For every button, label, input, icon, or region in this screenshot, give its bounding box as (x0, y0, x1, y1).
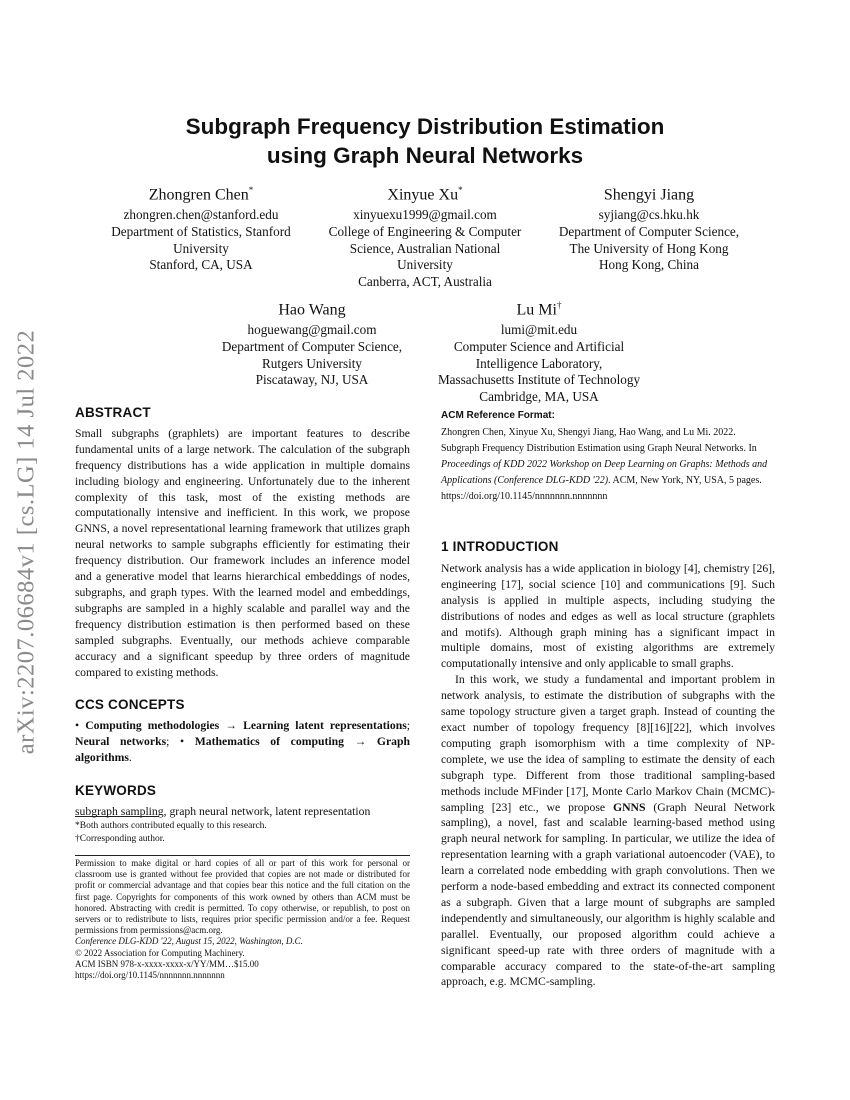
intro-paragraph-1: Network analysis has a wide application in biology [4], chemistry [26], engineering [17], social science [10] and communications [9]. Such analysis is applied in multiple aspects, including studying the distributions of nodes and edges as well as local structure (graphlets and motifs). Although graph mining has a significant impact in multiple domains, most of existing algorithms are extremely computationally intensive and only applicable to small graphs. (441, 561, 775, 671)
ccs-heading: CCS CONCEPTS (75, 697, 185, 713)
author-affiliation: Department of Statistics, Stanford (111, 223, 291, 239)
author-email[interactable]: syjiang@cs.hku.hk (598, 207, 700, 223)
author-name: Shengyi Jiang (603, 186, 695, 204)
author-affiliation: University (173, 240, 229, 256)
author-name: Xinyue Xu* (387, 185, 463, 204)
author-affiliation: The University of Hong Kong (569, 240, 729, 256)
author-affiliation: Cambridge, MA, USA (479, 388, 599, 404)
paper-title (0, 112, 850, 170)
intro-heading: 1 INTRODUCTION (441, 539, 559, 554)
author-block (538, 180, 760, 274)
abstract-text: Small subgraphs (graphlets) are important features to describe fundamental units of a large network. The calculation of the subgraph frequency distributions has a wide application in multiple domains including biology and engineering. Unfortunately due to the inherent complexity of this task, most of the existing methods are computationally intensive and inefficient. In this work, we propose GNNS, a novel representational learning framework that utilizes graph neural networks to sample subgraphs efficiently for estimating their frequency distribution. Our framework includes an inference model and a generative model that learns hierarchical embeddings of nodes, subgraphs, and graph types. With the learned model and embeddings, subgraphs are sampled in a highly scalable and parallel way and the frequency distribution estimation is then performed based on these sampled subgraphs. Eventually, our methods achieve comparable accuracy and a significant speedup by three orders of magnitude compared to existing methods. (75, 426, 410, 679)
author-affiliation: Canberra, ACT, Australia (358, 273, 492, 289)
title-line-1: Subgraph Frequency Distribution Estimation (185, 114, 665, 139)
author-affiliation: Piscataway, NJ, USA (255, 372, 369, 388)
author-affiliation: Department of Computer Science, (558, 223, 740, 239)
author-name: Zhongren Chen* (148, 185, 254, 204)
author-email[interactable]: zhongren.chen@stanford.edu (123, 207, 279, 223)
author-affiliation: Intelligence Laboratory, (475, 355, 603, 371)
doi-line[interactable]: https://doi.org/10.1145/nnnnnnn.nnnnnnn (75, 970, 225, 981)
author-affiliation: University (397, 257, 453, 273)
footnote: †Corresponding author. (75, 833, 165, 844)
acm-reference (441, 408, 775, 504)
author-affiliation: Rutgers University (262, 355, 362, 371)
abstract-heading: ABSTRACT (75, 405, 151, 420)
author-affiliation: Massachusetts Institute of Technology (437, 372, 641, 388)
author-block (312, 180, 538, 290)
author-name: Hao Wang (278, 301, 346, 319)
author-affiliation: Stanford, CA, USA (149, 257, 253, 273)
acm-ref-heading: ACM Reference Format: (441, 410, 555, 421)
intro-paragraph-2: In this work, we study a fundamental and important problem in network analysis, to estimate the distribution of subgraphs with the same topology structure given a target graph. Instead of counting the exact number of topology frequency [8][16][22], which involves computing graph isomorphism with a time complexity of NP-complete, we use the idea of sampling to estimate the density of each subgraph type. Different from those traditional sampling-based methods include MFinder [17], Monte Carlo Markov Chain (MCMC)-sampling [23] etc., we propose GNNS (Graph Neural Network sampling), a novel, fast and scalable learning-based method using graph neural network for sampling. In particular, we utilize the idea of representation learning with a graph variational autoencoder (VAE), to learn a correlated node embedding with graph convolutions. Then we perform a node-based embedding and extract its connected component as a subgraph. Given that a large mount of subgraphs are sampled independently and simultaneously, our algorithm is highly scalable and parallel. Eventually, our proposed algorithm could achieve a significant speed-up rate with three orders of magnitude with a comparable accuracy compared to the state-of-the-art sampling approach, e.g. MCMC-sampling. (441, 673, 775, 989)
author-affiliation: Science, Australian National (349, 240, 501, 256)
author-email[interactable]: xinyuexu1999@gmail.com (353, 207, 497, 223)
keywords-heading: KEYWORDS (75, 783, 157, 799)
title-line-2: using Graph Neural Networks (266, 143, 584, 168)
author-affiliation: Department of Computer Science, (221, 338, 403, 354)
copyright-line: © 2022 Association for Computing Machinery. (75, 947, 245, 958)
acm-ref-text: Zhongren Chen, Xinyue Xu, Shengyi Jiang, Hao Wang, and Lu Mi. 2022. Subgraph Frequency Distribution Estimation using Graph Neural Networks. In Proceedings of KDD 2022 Workshop on Deep Learning on Graphs: Methods and Applications (Conference DLG-KDD '22). ACM, New York, NY, USA, 5 pages. https://doi.org/10.1145/nnnnnnn.nnnnnnn (441, 426, 768, 502)
author-block (200, 295, 424, 389)
permission-text: Permission to make digital or hard copies of all or part of this work for personal or classroom use is granted without fee provided that copies are not made or distributed for profit or commercial advantage and that copies bear this notice and the full citation on the first page. Copyrights for components of this work owned by others than ACM must be honored. Abstracting with credit is permitted. To copy otherwise, or republish, to post on servers or to redistribute to lists, requires prior specific permission and/or a fee. Request permissions from permissions@acm.org. (75, 858, 410, 936)
author-email[interactable]: lumi@mit.edu (500, 322, 578, 338)
permission-rule (75, 855, 410, 856)
footnote-rule (75, 816, 159, 817)
author-name: Lu Mi† (516, 300, 562, 319)
author-email[interactable]: hoguewang@gmail.com (247, 322, 377, 338)
footnote: *Both authors contributed equally to this research. (75, 821, 267, 831)
isbn-line: ACM ISBN 978-x-xxxx-xxxx-x/YY/MM…$15.00 (75, 958, 259, 969)
author-affiliation: College of Engineering & Computer (328, 223, 522, 239)
ccs-text: • Computing methodologies → Learning latent representations; Neural networks; • Mathematics of computing → Graph algorithms. (75, 719, 411, 765)
author-affiliation: Computer Science and Artificial (453, 338, 625, 354)
conference-line: Conference DLG-KDD '22, August 15, 2022, Washington, D.C. (75, 936, 303, 947)
author-block (90, 180, 312, 274)
left-column (75, 405, 410, 820)
permission-block (75, 858, 410, 981)
keywords-text: subgraph sampling, graph neural network, latent representation (75, 804, 371, 818)
author-affiliation: Hong Kong, China (598, 257, 699, 273)
footnotes (75, 820, 410, 845)
right-column (441, 539, 775, 990)
author-block (425, 295, 653, 405)
arxiv-stamp: arXiv:2207.06684v1 [cs.LG] 14 Jul 2022 (12, 329, 40, 755)
